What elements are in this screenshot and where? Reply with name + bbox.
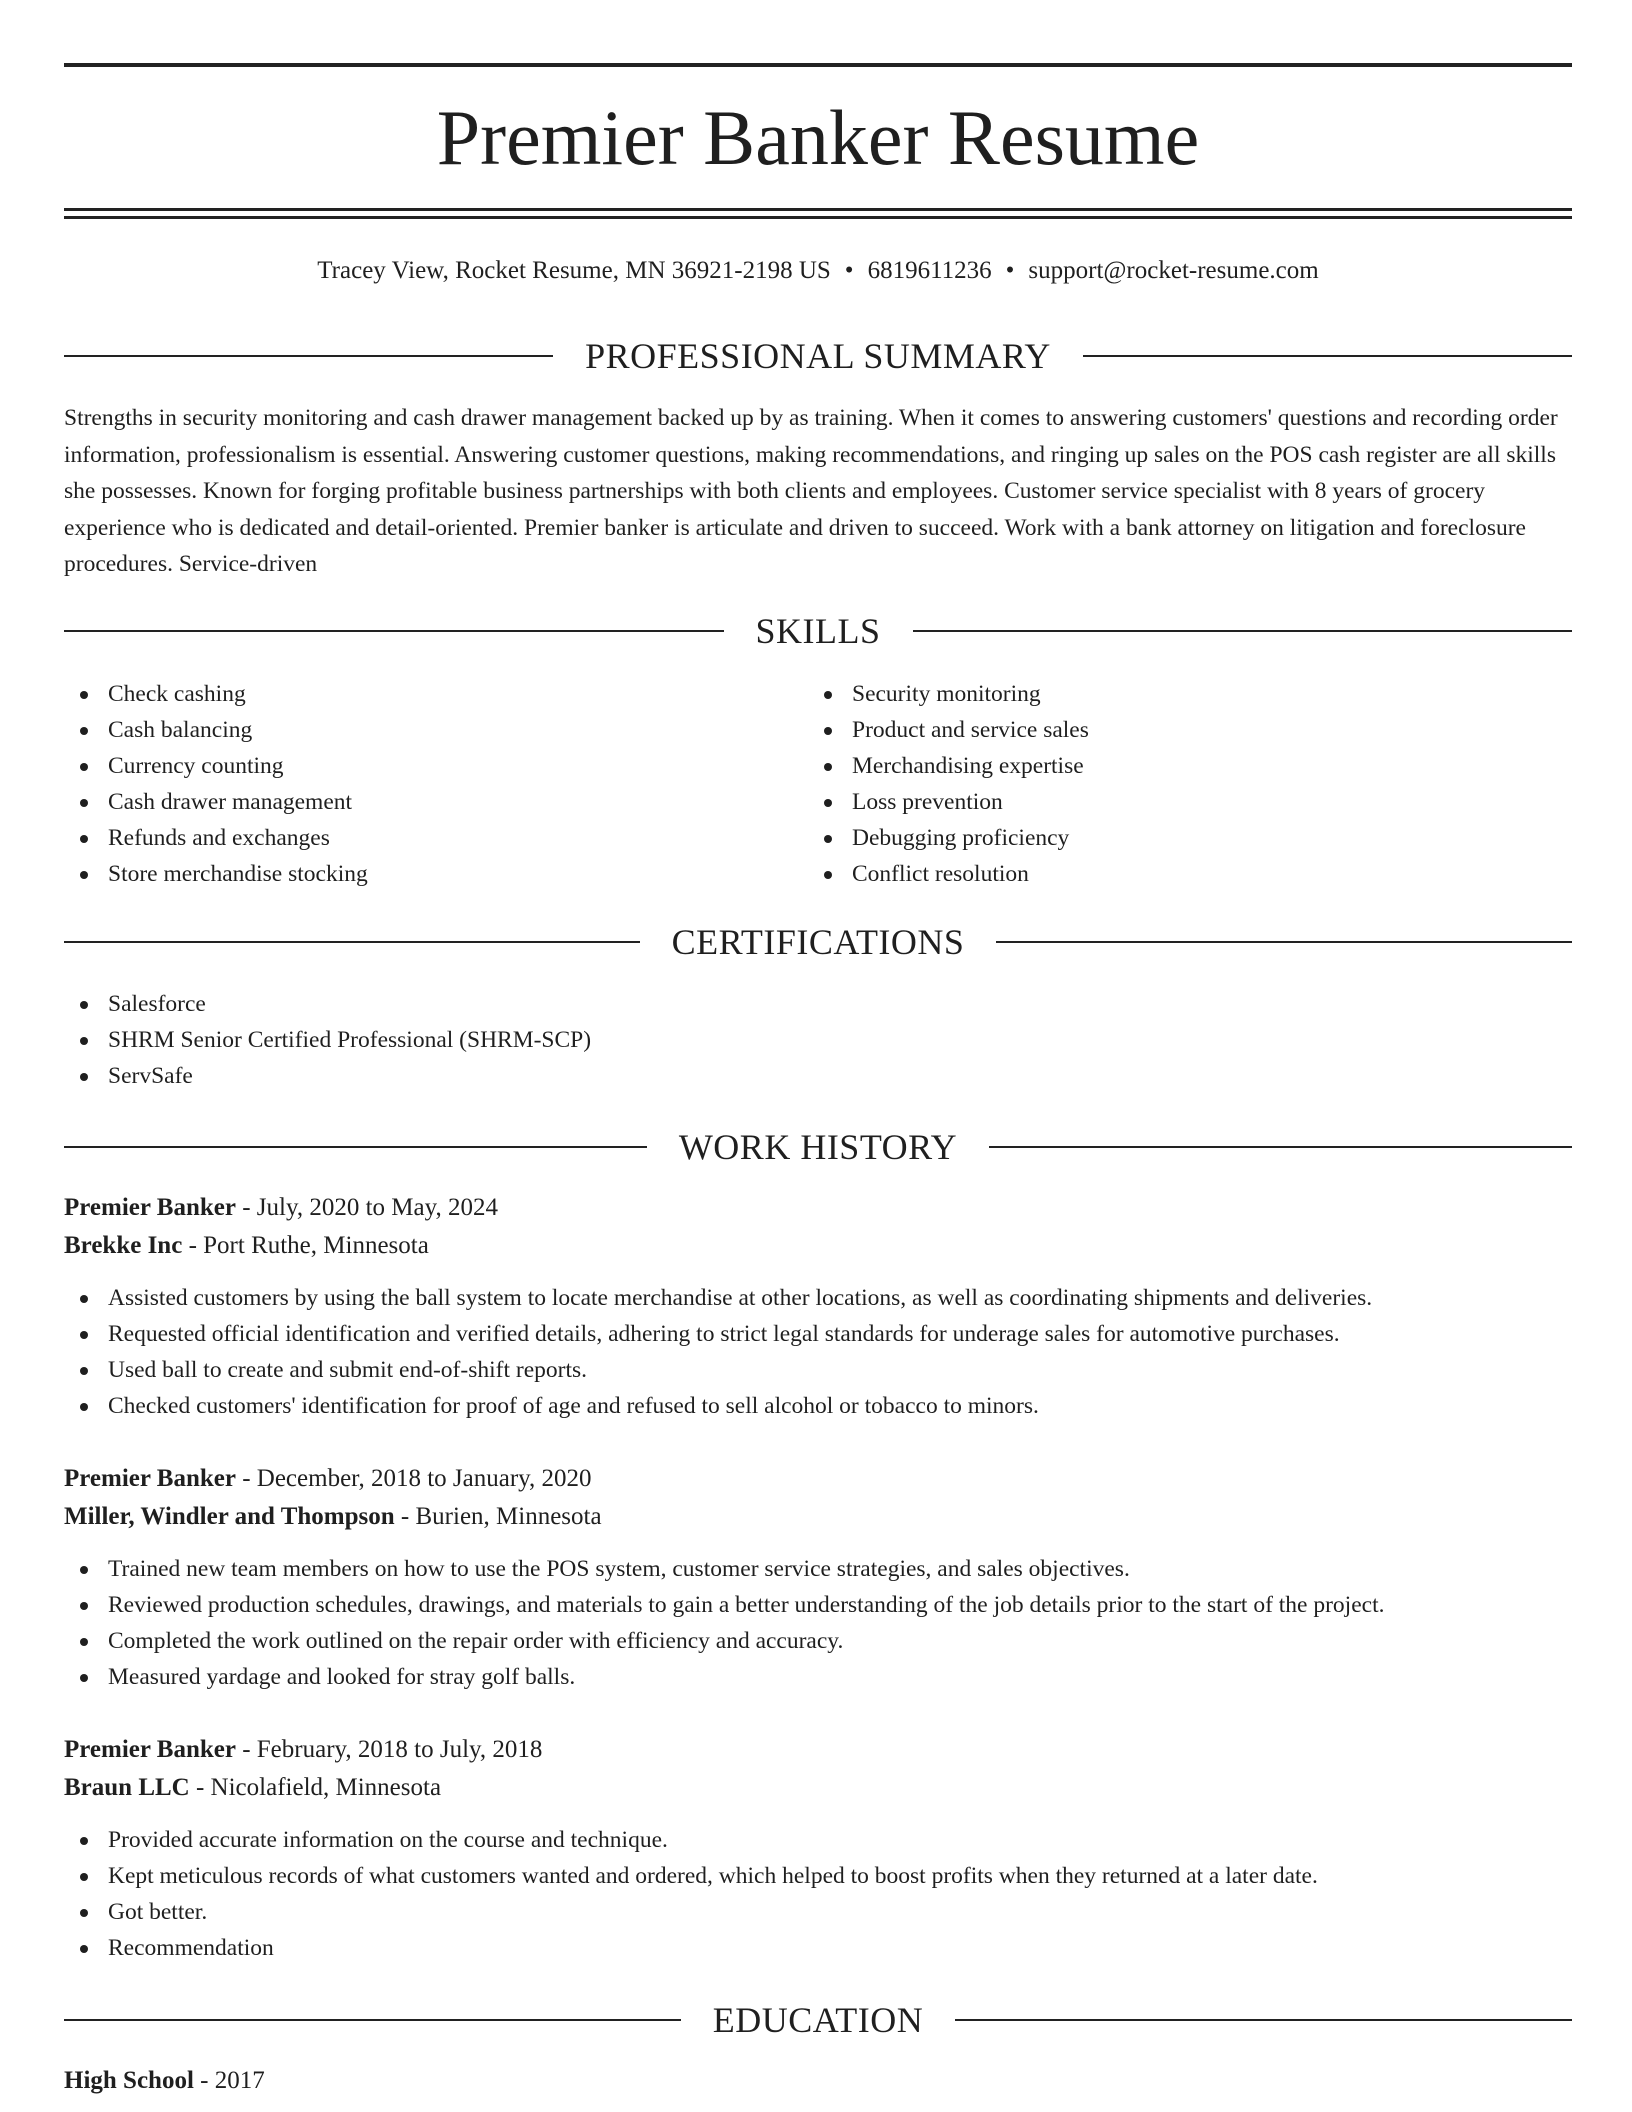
resume-title: Premier Banker Resume [436, 94, 1200, 181]
job-entry [64, 1460, 1572, 1695]
skill-item: Cash balancing [64, 712, 804, 748]
job-location: - Burien, Minnesota [394, 1503, 602, 1530]
section-title: PROFESSIONAL SUMMARY [585, 336, 1051, 376]
job-duty: Requested official identification and verified details, adhering to strict legal standards for underage sales for automotive purchases. [64, 1316, 1572, 1352]
divider [64, 941, 640, 943]
section-header-skills [64, 609, 1572, 653]
section-header-education [64, 1998, 1572, 2042]
divider [996, 941, 1572, 943]
divider [913, 630, 1573, 632]
job-duty: Trained new team members on how to use the POS system, customer service strategies, and sales objectives. [64, 1551, 1572, 1587]
skill-item: Check cashing [64, 676, 804, 712]
skill-item: Cash drawer management [64, 784, 804, 820]
skills-list-left [64, 676, 804, 892]
skill-item: Merchandising expertise [808, 748, 1568, 784]
skill-item: Product and service sales [808, 712, 1568, 748]
job-duty: Used ball to create and submit end-of-shift reports. [64, 1352, 1572, 1388]
section-header-work-history [64, 1125, 1572, 1169]
title-rule-lower [64, 216, 1572, 219]
job-title: Premier Banker [64, 1465, 236, 1492]
divider [989, 1146, 1572, 1148]
divider [64, 355, 553, 357]
job-duties [64, 1280, 1572, 1424]
job-entry [64, 1189, 1572, 1424]
job-dates: - February, 2018 to July, 2018 [235, 1736, 543, 1763]
contact-phone: 6819611236 [867, 257, 992, 284]
job-duty: Assisted customers by using the ball system to locate merchandise at other locations, as well as coordinating shipments and deliveries. [64, 1280, 1572, 1316]
job-title-line [64, 1731, 1572, 1769]
skills-list-right [808, 676, 1568, 892]
divider [64, 630, 724, 632]
skill-item: Conflict resolution [808, 856, 1568, 892]
job-duty: Provided accurate information on the course and technique. [64, 1822, 1572, 1858]
job-title-line [64, 1189, 1572, 1227]
job-company: Braun LLC [64, 1774, 190, 1801]
job-company: Brekke Inc [64, 1232, 183, 1259]
job-duty: Checked customers' identification for proof of age and refused to sell alcohol or tobacco to minors. [64, 1388, 1572, 1424]
job-duty: Measured yardage and looked for stray golf balls. [64, 1659, 1572, 1695]
job-duty: Recommendation [64, 1930, 1572, 1966]
certifications-list [64, 986, 1572, 1094]
section-header-certifications [64, 920, 1572, 964]
section-title: SKILLS [755, 611, 881, 651]
section-title: EDUCATION [712, 2000, 924, 2040]
job-company-line [64, 1769, 1572, 1807]
skill-item: Loss prevention [808, 784, 1568, 820]
contact-line [64, 253, 1572, 289]
job-duty: Kept meticulous records of what customers wanted and ordered, which helped to boost profits when they returned at a later date. [64, 1858, 1572, 1894]
job-dates: - December, 2018 to January, 2020 [235, 1465, 592, 1492]
certification-item: SHRM Senior Certified Professional (SHRM-SCP) [64, 1022, 1572, 1058]
skill-item: Store merchandise stocking [64, 856, 804, 892]
job-duties [64, 1551, 1572, 1695]
skill-item: Security monitoring [808, 676, 1568, 712]
job-duty: Got better. [64, 1894, 1572, 1930]
job-title: Premier Banker [64, 1194, 236, 1221]
summary-text: Strengths in security monitoring and cash drawer management backed up by as training. When it comes to answering customers' questions and recording order information, professionalism is essential. Answering customer questions, making recommendations, and ringing up sales on the POS cash register are all skills she possesses. Known for forging profitable business partnerships with both clients and employees. Customer service specialist with 8 years of grocery experience who is dedicated and detail-oriented. Premier banker is articulate and driven to succeed. Work with a bank attorney on litigation and foreclosure procedures. Service-driven [64, 405, 1558, 577]
job-location: - Nicolafield, Minnesota [189, 1774, 442, 1801]
contact-separator: • [844, 257, 854, 284]
divider [64, 2019, 681, 2021]
education-entry [64, 2062, 265, 2100]
certification-item: ServSafe [64, 1058, 1572, 1094]
job-location: - Port Ruthe, Minnesota [182, 1232, 429, 1259]
job-entry [64, 1731, 1572, 1966]
skill-item: Refunds and exchanges [64, 820, 804, 856]
section-header-summary [64, 334, 1572, 378]
job-company-line [64, 1227, 1572, 1265]
skill-item: Currency counting [64, 748, 804, 784]
job-title: Premier Banker [64, 1736, 236, 1763]
education-degree: High School [64, 2067, 194, 2094]
certification-item: Salesforce [64, 986, 1572, 1022]
divider [955, 2019, 1572, 2021]
contact-email: support@rocket-resume.com [1028, 257, 1319, 284]
contact-separator: • [1005, 257, 1015, 284]
section-title: WORK HISTORY [678, 1127, 958, 1167]
divider [1083, 355, 1572, 357]
job-company-line [64, 1498, 1572, 1536]
job-duties [64, 1822, 1572, 1966]
title-rule-upper [64, 208, 1572, 211]
skill-item: Debugging proficiency [808, 820, 1568, 856]
section-title: CERTIFICATIONS [671, 922, 965, 962]
job-duty: Completed the work outlined on the repair order with efficiency and accuracy. [64, 1623, 1572, 1659]
job-duty: Reviewed production schedules, drawings, and materials to gain a better understanding of the job details prior to the start of the project. [64, 1587, 1572, 1623]
job-title-line [64, 1460, 1572, 1498]
job-dates: - July, 2020 to May, 2024 [235, 1194, 498, 1221]
education-year: - 2017 [193, 2067, 265, 2094]
top-rule [64, 63, 1572, 67]
divider [64, 1146, 647, 1148]
job-company: Miller, Windler and Thompson [64, 1503, 395, 1530]
contact-address: Tracey View, Rocket Resume, MN 36921-2198 US [317, 257, 831, 284]
